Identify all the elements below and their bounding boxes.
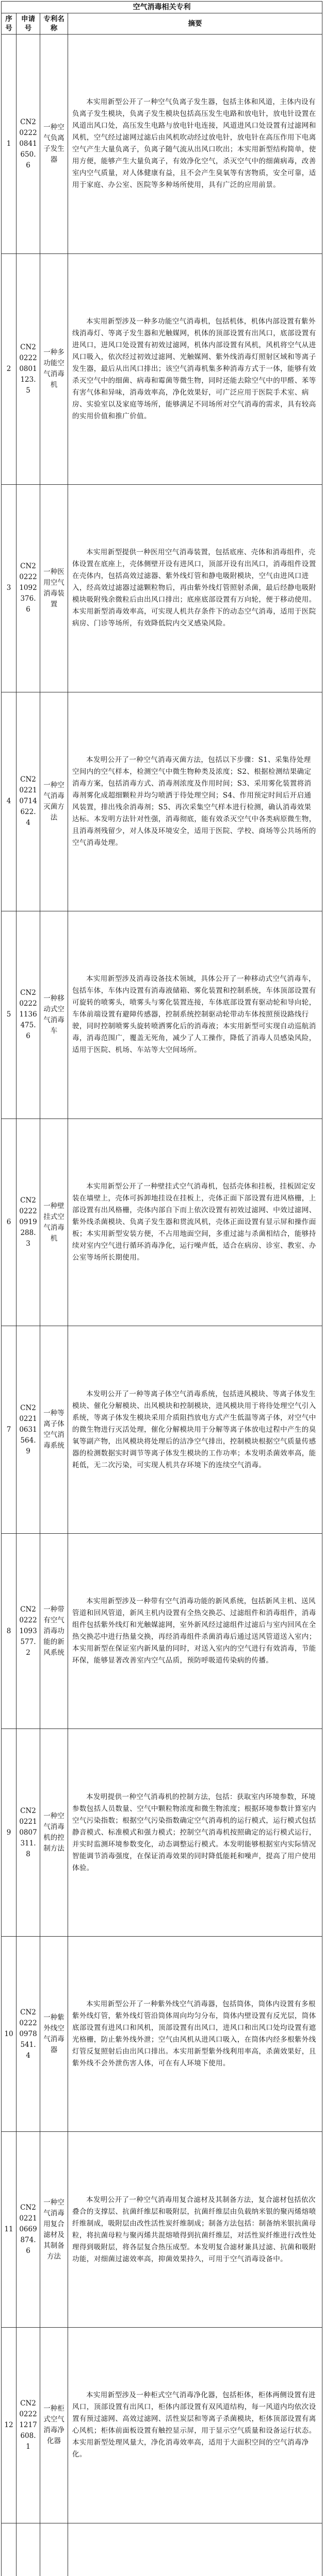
- cell-application-number: CN202210807311.8: [17, 1729, 40, 1937]
- cell-application-number: CN202220978541.4: [17, 1936, 40, 2132]
- cell-patent-name: 一种柜式空气消毒净化器: [40, 2328, 68, 2523]
- cell-application-number: CN202221093577.2: [17, 1533, 40, 1729]
- table-row: [2, 2132, 322, 2328]
- patent-document: [1, 1, 322, 2576]
- table-body: [2, 35, 322, 2576]
- cell-patent-name: 一种空气消毒灭菌方法: [40, 692, 68, 911]
- table-row: [2, 35, 322, 254]
- table-row: [2, 2328, 322, 2523]
- cell-abstract: 本实用新型提供一种医用空气消毒装置，包括底座、壳体和消毒组件，壳体设置在底座上，壳体侧壁开设有进风口，顶部开设有出风口，消毒组件设置在壳体内，包括高效过滤器、紫外线灯管和静电吸附模块，空气由进风口进入，经高效过滤器过滤颗粒物后，再由紫外线灯管照射杀菌，最后经静电吸附模块吸附残余微粒后由出风口排出；底座底部设置有万向轮，便于移动使用。本实用新型消毒效率高，可实现人机共存条件下的动态空气消毒，适用于医院病房、门诊等场所，有效降低院内交叉感染风险。: [68, 485, 322, 692]
- table-header-row: [2, 13, 322, 35]
- cell-application-number: CN202220919288.3: [17, 1118, 40, 1326]
- table-row: [2, 1729, 322, 1937]
- cell-patent-name: 一种空气负离子发生器: [40, 35, 68, 254]
- cell-patent-name: 一种移动式空气消毒车: [40, 911, 68, 1119]
- cell-patent-name: 一种医用空气消毒装置: [40, 485, 68, 692]
- cell-abstract: 本实用新型公开了一种壁挂式空气消毒机，包括壳体和挂板，挂板固定安装在墙壁上，壳体可拆卸地挂设在挂板上，壳体正面下部设置有进风格栅，上部设置有出风格栅，壳体内部自下而上依次设置有初效过滤网、中效过滤网、紫外线杀菌模块、负离子发生器和贯流风机，壳体正面设置有显示屏和操作面板；本实用新型安装方便，不占用地面空间，多重过滤与杀菌相结合，能够持续对室内空气进行循环消毒净化，运行噪声低，适合在病房、诊室、教室、办公室等场所长期使用。: [68, 1118, 322, 1326]
- cell-patent-name: 一种等离子体空气消毒系统: [40, 1326, 68, 1534]
- cell-application-number: CN202221092376.6: [17, 485, 40, 692]
- cell-abstract: 本发明公开了一种等离子体空气消毒系统，包括进风模块、等离子体发生模块、催化分解模块、出风模块和控制模块，进风模块用于将待处理空气引入系统，等离子体发生模块采用介质阻挡放电方式产生低温等离子体，对空气中的微生物进行灭活处理，催化分解模块用于分解等离子体放电过程中产生的臭氧等副产物，出风模块将处理后的洁净空气排出，控制模块根据空气质量传感器的检测数据实时调节等离子体发生模块的工作功率；本发明杀菌效率高，能耗低，无二次污染，可实现人机共存环境下的连续空气消毒。: [68, 1326, 322, 1534]
- cell-application-number: CN202221136475.6: [17, 911, 40, 1119]
- table-row: [2, 1326, 322, 1534]
- cell-number: 10: [2, 1936, 17, 2132]
- cell-patent-name: 一种空气消毒机的控制方法: [40, 1729, 68, 1937]
- cell-abstract: 本发明提供一种空气消毒机的控制方法，包括：获取室内环境参数，环境参数包括人员数量、空气中颗粒物浓度和微生物浓度；根据环境参数计算室内空气污染指数；根据空气污染指数确定空气消毒机的运行模式，运行模式包括静音模式、标准模式和强力模式；控制空气消毒机按照确定的运行模式运行，并实时监测环境参数变化，动态调整运行模式。本发明能够根据室内实际情况智能调节消毒强度，在保证消毒效果的同时降低能耗和噪声，提高了用户使用体验。: [68, 1729, 322, 1937]
- cell-number: 11: [2, 2132, 17, 2328]
- cell-abstract: 本实用新型涉及一种多功能空气消毒机，包括机体，机体内部设置有紫外线消毒灯、等离子发生器和光触媒网，机体的顶部设置有出风口，底部设置有进风口，进风口处设置有初效过滤网，机体内部设置有风机，风机将空气从进风口吸入，依次经过初效过滤网、光触媒网、紫外线消毒灯照射区域和等离子发生器，最后从出风口排出；该空气消毒机集多种消毒方式于一体，能够有效杀灭空气中的细菌、病毒和霉菌等微生物，同时还能去除空气中的甲醛、苯等有害气体和异味，消毒效率高，净化效果好，可广泛应用于医院手术室、病房、实验室以及家庭等场所，能够满足不同场所对空气消毒的需求，具有较高的实用价值和推广价值。: [68, 253, 322, 485]
- cell-application-number: CN202210631564.9: [17, 1326, 40, 1534]
- cell-abstract: 本实用新型涉及一种带有空气消毒功能的新风系统，包括新风主机、送风管道和回风管道，新风主机内设置有全热交换芯、过滤组件和消毒组件，消毒组件包括紫外线灯和光触媒滤网，室外新风经过滤组件过滤后与室内回风在全热交换芯中进行热量交换，再经消毒组件杀菌消毒后通过送风管道送入室内；本实用新型在保证室内新风量的同时，对送入室内的空气进行有效消毒，节能环保，能够显著改善室内空气品质，预防呼吸道传染病的传播。: [68, 1533, 322, 1729]
- table-row: [2, 485, 322, 692]
- cell-abstract: 本发明公开了一种空气消毒用复合滤材及其制备方法，复合滤材包括依次叠合的支撑层、抗菌纤维层和吸附层，抗菌纤维层由负载纳米银的聚丙烯熔喷纤维制成，吸附层由改性活性炭纤维制成；制备方法包括：制备纳米银抗菌母粒，将抗菌母粒与聚丙烯共混熔喷得到抗菌纤维层，对活性炭纤维进行改性处理得到吸附层，将各层复合热压成型。本发明复合滤材兼具过滤、抗菌和吸附功能，对细菌过滤效率高，抑菌效果持久，可用于空气消毒设备中。: [68, 2132, 322, 2328]
- cell-number: 1: [2, 35, 17, 254]
- cell-abstract: 本实用新型涉及消毒设备技术领域，具体公开了一种移动式空气消毒车，包括车体，车体内设置有消毒液储箱、雾化装置和控制系统，车体顶部设置有可旋转的喷雾头，喷雾头与雾化装置连接，车体底部设置有驱动轮和导向轮，车体前端设置有避障传感器，控制系统控制驱动轮带动车体按照预设路线行驶，同时控制喷雾头旋转喷洒雾化后的消毒液；本实用新型可实现自动巡航消毒，消毒范围广，覆盖无死角，减少了人工操作，降低了消毒人员感染风险，适用于医院、机场、车站等大空间场所。: [68, 911, 322, 1119]
- cell-number: 7: [2, 1326, 17, 1534]
- column-header-number: 序号: [2, 13, 17, 35]
- column-header-abstract: 摘要: [68, 13, 322, 35]
- cell-patent-name: 一种壁挂式空气消毒机: [40, 1118, 68, 1326]
- table-row: [2, 2523, 322, 2576]
- cell-patent-name: [40, 2523, 68, 2576]
- cell-number: 8: [2, 1533, 17, 1729]
- column-header-patent-name: 专利名称: [40, 13, 68, 35]
- cell-patent-name: 一种空气消毒用复合滤材及其制备方法: [40, 2132, 68, 2328]
- cell-number: [2, 2523, 17, 2576]
- table-row: [2, 1936, 322, 2132]
- table-row: [2, 1118, 322, 1326]
- table-title-row: [2, 2, 322, 13]
- table-row: [2, 1533, 322, 1729]
- cell-number: 9: [2, 1729, 17, 1937]
- cell-abstract: 本实用新型公开了一种空气负离子发生器，包括主体和风道，主体内设有负离子发生模块，负离子发生模块包括高压发生电路和放电针，放电针设置在风道出风口处，高压发生电路与放电针电连接，风道进风口处设置有过滤网和风机，空气经过滤网过滤后由风机吹动经过放电针，放电针在高压作用下电离空气产生大量负离子，负离子随气流从出风口吹出；本实用新型结构简单，使用方便，能够产生大量负离子，有效净化空气，杀灭空气中的细菌病毒，改善室内空气质量，对人体健康有益，且不会产生臭氧等有害物质，安全可靠，适用于家庭、办公室、医院等多种场所使用，具有广泛的应用前景。: [68, 35, 322, 254]
- cell-application-number: [17, 2523, 40, 2576]
- cell-application-number: CN202220841650.6: [17, 35, 40, 254]
- table-row: [2, 692, 322, 911]
- cell-number: 3: [2, 485, 17, 692]
- cell-number: 2: [2, 253, 17, 485]
- table-title: 空气消毒相关专利: [2, 2, 322, 13]
- cell-application-number: CN202210714622.4: [17, 692, 40, 911]
- cell-application-number: CN202220801123.5: [17, 253, 40, 485]
- table-row: [2, 253, 322, 485]
- cell-abstract: 本实用新型公开了一种紫外线空气消毒器，包括筒体，筒体内设置有多根紫外线灯管，紫外线灯管沿筒体周向均匀分布，筒体内壁设置有反光层，筒体底部设置有进风口和风机，顶部设置有出风口，进风口和出风口处均设置有遮光格栅，防止紫外线外泄；空气由风机从进风口吸入，在筒体内经多根紫外线灯管反复照射后由出风口排出。本实用新型紫外线利用率高，杀菌效果好，且紫外线不会外泄伤害人体，可在有人环境下使用。: [68, 1936, 322, 2132]
- cell-patent-name: 一种带有空气消毒功能的新风系统: [40, 1533, 68, 1729]
- cell-number: 5: [2, 911, 17, 1119]
- cell-patent-name: 一种紫外线空气消毒器: [40, 1936, 68, 2132]
- cell-application-number: CN202221217608.1: [17, 2328, 40, 2523]
- table-row: [2, 911, 322, 1119]
- cell-patent-name: 一种多功能空气消毒机: [40, 253, 68, 485]
- cell-abstract: [68, 2523, 322, 2576]
- patent-table: [1, 1, 322, 2576]
- cell-application-number: CN202210669874.6: [17, 2132, 40, 2328]
- cell-number: 12: [2, 2328, 17, 2523]
- column-header-application-number: 申请号: [17, 13, 40, 35]
- cell-abstract: 本发明公开了一种空气消毒灭菌方法，包括以下步骤：S1、采集待处理空间内的空气样本，检测空气中微生物种类及浓度；S2、根据检测结果确定消毒方案，包括消毒方式、消毒剂浓度及作用时间；S3、采用雾化装置将消毒剂雾化成超细颗粒并均匀喷洒于待处理空间；S4、作用预定时间后开启通风装置，排出残余消毒剂；S5、再次采集空气样本进行检测，确认消毒效果达标。本发明方法针对性强，消毒彻底，能有效杀灭空气中各类病原微生物，且消毒剂残留少，对人体及环境安全，适用于医院、学校、商场等公共场所的空气消毒处理。: [68, 692, 322, 911]
- cell-abstract: 本实用新型涉及一种柜式空气消毒净化器，包括柜体，柜体两侧设置有进风口，顶部设置有出风口，柜体内部设置有双风道结构，每一风道内均依次设置有预过滤网、高效过滤网、活性炭层和等离子杀菌模块，柜体顶部设置有离心风机；柜体前面板设置有触控显示屏，用于显示空气质量和设备运行状态。本实用新型处理风量大，净化消毒效率高，适用于大面积空间的空气消毒净化。: [68, 2328, 322, 2523]
- cell-number: 4: [2, 692, 17, 911]
- cell-number: 6: [2, 1118, 17, 1326]
